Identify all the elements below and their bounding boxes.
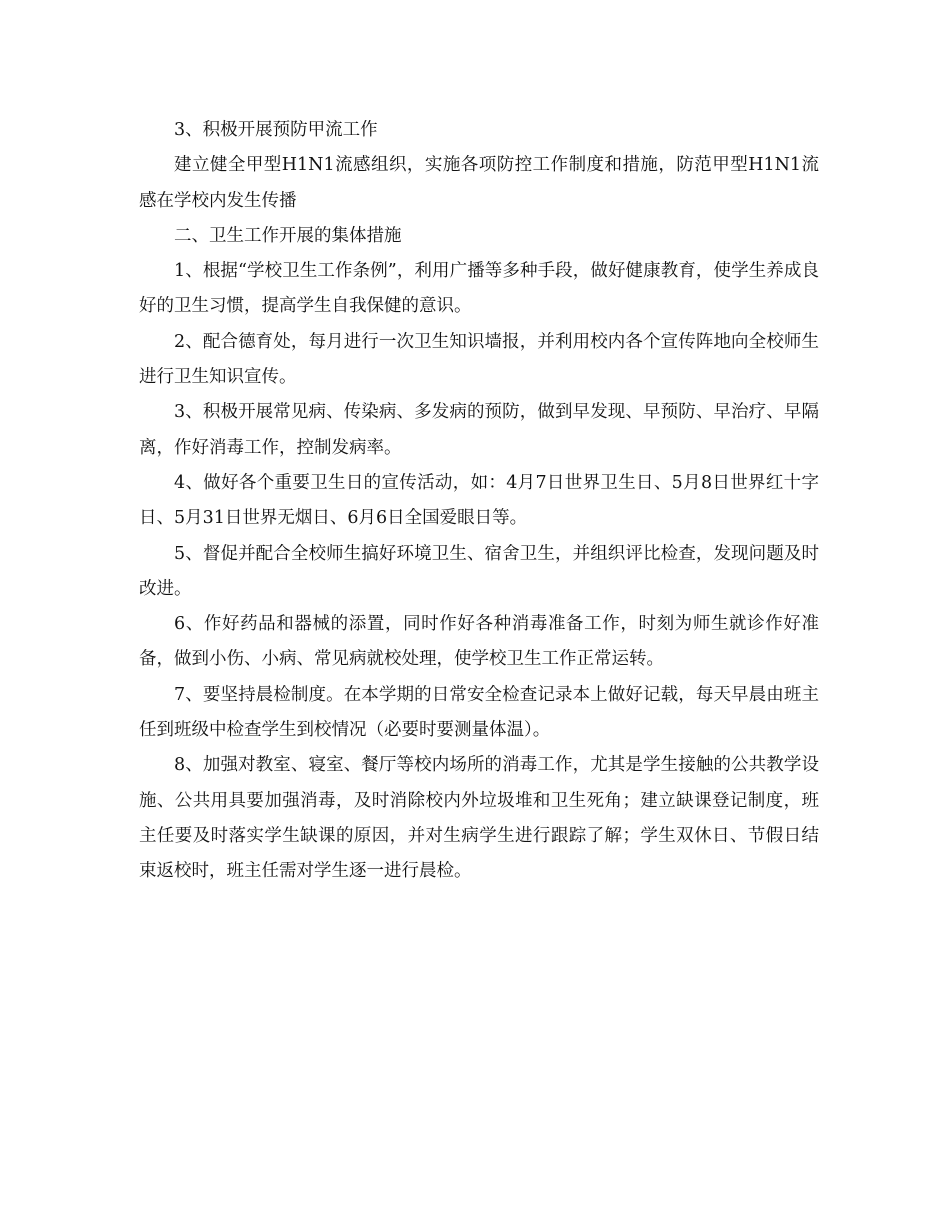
paragraph-item-5: 5、督促并配合全校师生搞好环境卫生、宿舍卫生，并组织评比检查，发现问题及时改进。 — [139, 543, 819, 599]
paragraph-h1n1-organization: 建立健全甲型H1N1流感组织，实施各项防控工作制度和措施，防范甲型H1N1流感在学校内发生传播 — [139, 155, 819, 211]
paragraph-item-4: 4、做好各个重要卫生日的宣传活动，如：4月7日世界卫生日、5月8日世界红十字日、5月31日世界无烟日、6月6日全国爱眼日等。 — [139, 472, 819, 529]
document-body — [139, 113, 819, 890]
paragraph-item-7: 7、要坚持晨检制度。在本学期的日常安全检查记录本上做好记载，每天早晨由班主任到班级中检查学生到校情况（必要时要测量体温）。 — [139, 684, 819, 741]
paragraph-prevention-heading: 3、积极开展预防甲流工作 — [174, 120, 378, 140]
paragraph-item-2: 2、配合德育处，每月进行一次卫生知识墙报，并利用校内各个宣传阵地向全校师生进行卫生知识宣传。 — [139, 331, 819, 388]
section-heading-measures: 二、卫生工作开展的集体措施 — [174, 225, 402, 246]
paragraph-item-3: 3、积极开展常见病、传染病、多发病的预防，做到早发现、早预防、早治疗、早隔离，作好消毒工作，控制发病率。 — [139, 402, 819, 458]
paragraph-item-6: 6、作好药品和器械的添置，同时作好各种消毒准备工作，时刻为师生就诊作好准备，做到小伤、小病、常见病就校处理，使学校卫生工作正常运转。 — [139, 614, 819, 670]
paragraph-item-8: 8、加强对教室、寝室、餐厅等校内场所的消毒工作，尤其是学生接触的公共教学设施、公共用具要加强消毒，及时消除校内外垃圾堆和卫生死角；建立缺课登记制度，班主任要及时落实学生缺课的原因，并对生病学生进行跟踪了解；学生双休日、节假日结束返校时，班主任需对学生逐一进行晨检。 — [139, 755, 819, 882]
paragraph-item-1: 1、根据“学校卫生工作条例”，利用广播等多种手段，做好健康教育，使学生养成良好的卫生习惯，提高学生自我保健的意识。 — [139, 261, 819, 317]
